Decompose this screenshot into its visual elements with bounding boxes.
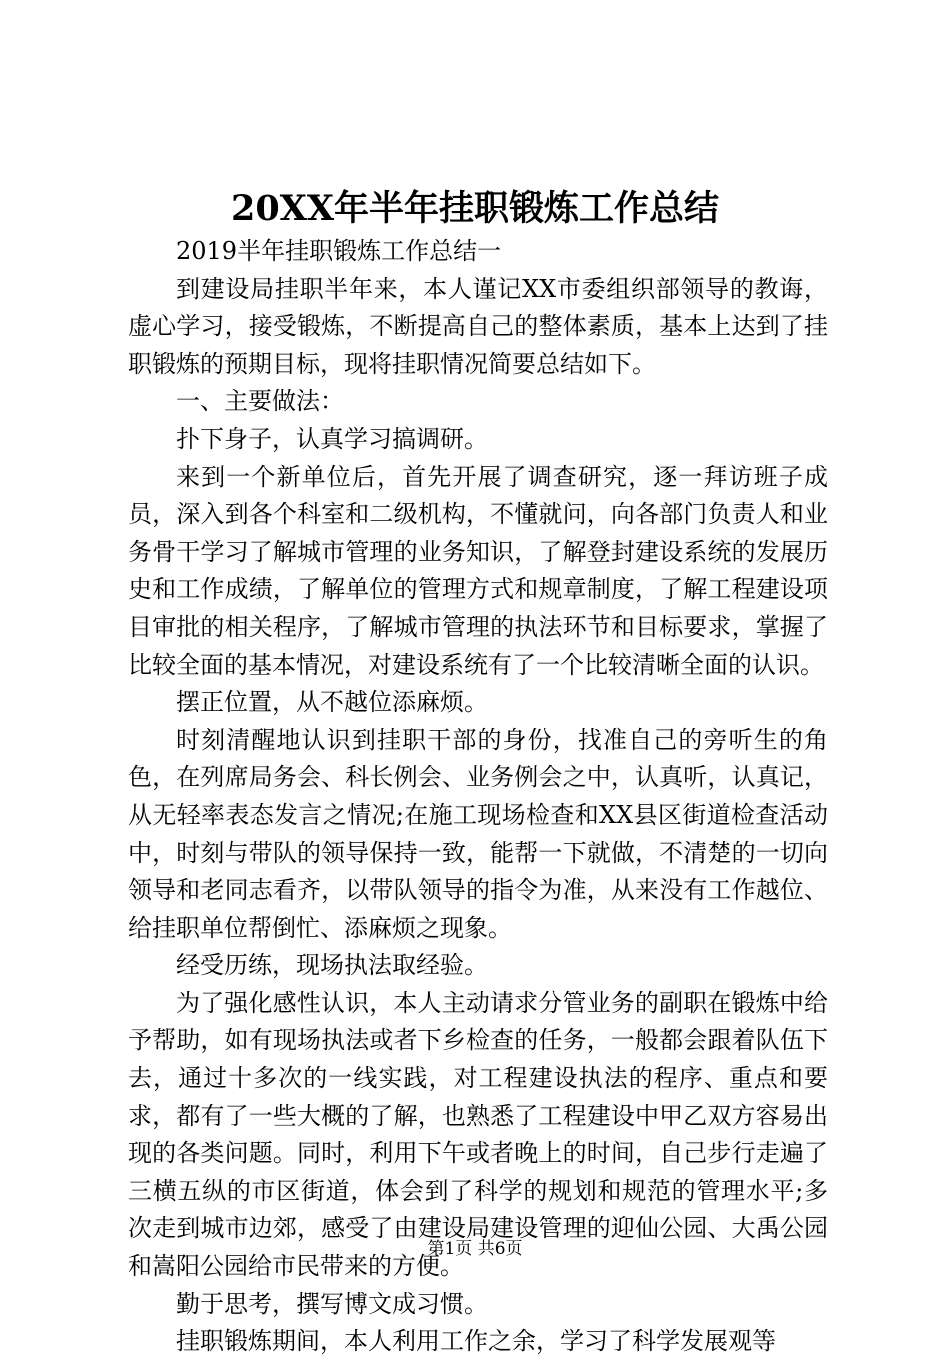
paragraph-thinking-writing: 挂职锻炼期间，本人利用工作之余，学习了科学发展观等 xyxy=(176,1327,776,1356)
paragraph-intro: 到建设局挂职半年来，本人谨记XX市委组织部领导的教诲，虚心学习，接受锻炼，不断提高自己的整体素质，基本上达到了挂职锻炼的预期目标，现将挂职情况简要总结如下。 xyxy=(128,274,828,378)
document-body xyxy=(128,233,828,1361)
page-number-footer: 第1页 共6页 xyxy=(427,1239,523,1259)
subheading-thinking-writing: 勤于思考，撰写博文成习惯。 xyxy=(176,1289,488,1318)
paragraph-study-research: 来到一个新单位后，首先开展了调查研究，逐一拜访班子成员，深入到各个科室和二级机构，不懂就问，向各部门负责人和业务骨干学习了解城市管理的业务知识，了解登封建设系统的发展历史和工作成绩，了解单位的管理方式和规章制度，了解工程建设项目审批的相关程序，了解城市管理的执法环节和目标要求，掌握了比较全面的基本情况，对建设系统有了一个比较清晰全面的认识。 xyxy=(128,462,828,679)
paragraph-position: 时刻清醒地认识到挂职干部的身份，找准自己的旁听生的角色，在列席局务会、科长例会、业务例会之中，认真听，认真记，从无轻率表态发言之情况;在施工现场检查和XX县区街道检查活动中，时刻与带队的领导保持一致，能帮一下就做，不清楚的一切向领导和老同志看齐，以带队领导的指令为准，从来没有工作越位、给挂职单位帮倒忙、添麻烦之现象。 xyxy=(128,725,828,942)
subheading-study-research: 扑下身子，认真学习搞调研。 xyxy=(176,424,488,453)
subheading-field-experience: 经受历练，现场执法取经验。 xyxy=(176,951,488,980)
paragraph-field-experience: 为了强化感性认识，本人主动请求分管业务的副职在锻炼中给予帮助，如有现场执法或者下乡检查的任务，一般都会跟着队伍下去，通过十多次的一线实践，对工程建设执法的程序、重点和要求，都有了一些大概的了解，也熟悉了工程建设中甲乙双方容易出现的各类问题。同时，利用下午或者晚上的时间，自己步行走遍了三横五纵的市区街道，体会到了科学的规划和规范的管理水平;多次走到城市边郊，感受了由建设局建设管理的迎仙公园、大禹公园和嵩阳公园给市民带来的方便。 xyxy=(128,988,828,1281)
section-heading-main-practices: 一、主要做法： xyxy=(176,387,344,416)
paragraph-subtitle: 2019半年挂职锻炼工作总结一 xyxy=(176,237,502,265)
subheading-position: 摆正位置，从不越位添麻烦。 xyxy=(176,688,488,717)
document-title: 20XX年半年挂职锻炼工作总结 xyxy=(230,188,720,229)
